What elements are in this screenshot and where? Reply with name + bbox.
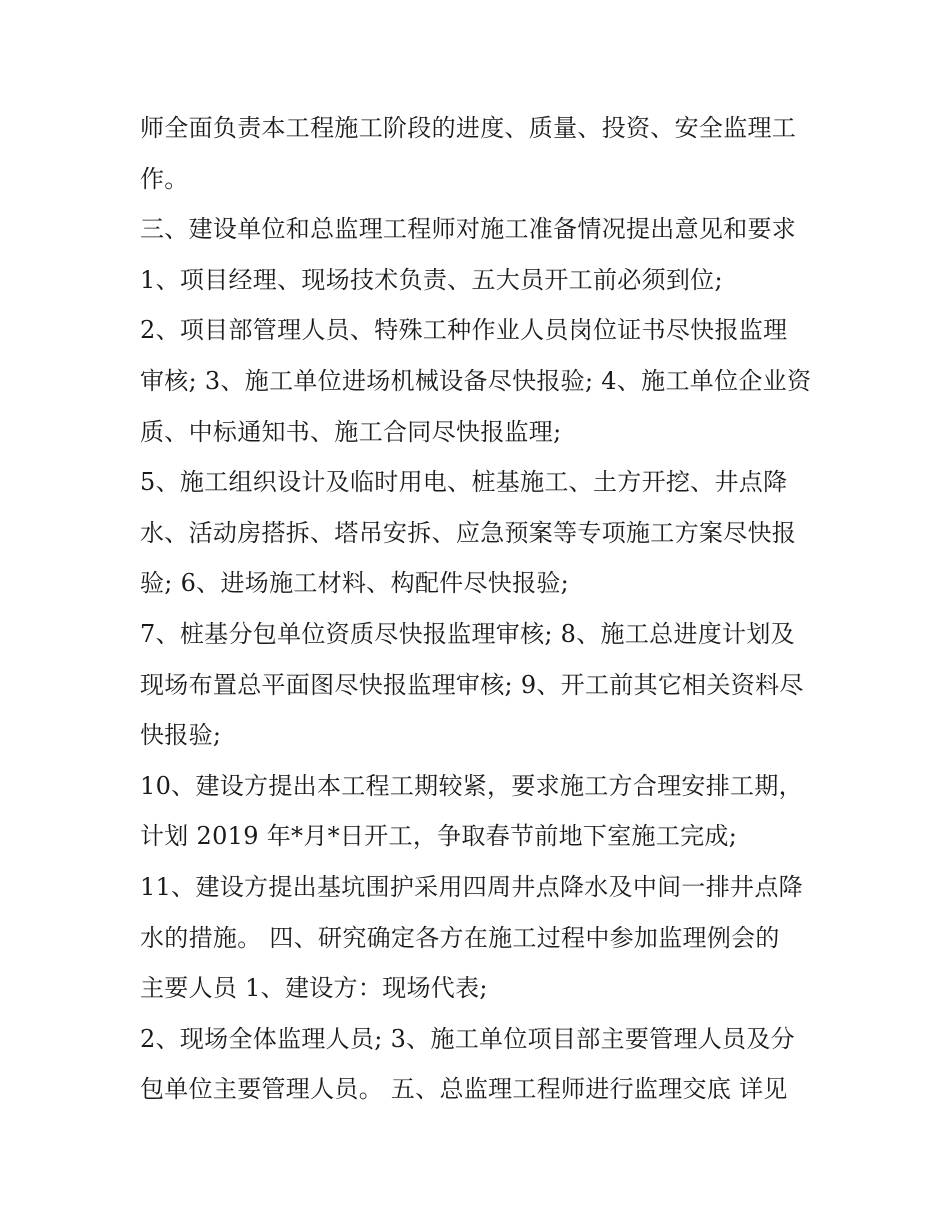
text-line: 2、现场全体监理人员; 3、施工单位项目部主要管理人员及分 [140, 1024, 795, 1053]
text-line: 验; 6、进场施工材料、构配件尽快报验; [140, 569, 570, 598]
text-line: 作。 [140, 164, 189, 193]
text-line: 审核; 3、施工单位进场机械设备尽快报验; 4、施工单位企业资 [140, 366, 812, 395]
text-line: 包单位主要管理人员。 五、总监理工程师进行监理交底 详见 [140, 1075, 788, 1104]
text-line: 水、活动房搭拆、塔吊安拆、应急预案等专项施工方案尽快报 [140, 518, 797, 547]
text-line: 主要人员 1、建设方：现场代表; [140, 974, 488, 1003]
text-line: 质、中标通知书、施工合同尽快报监理; [140, 417, 562, 446]
text-line: 7、桩基分包单位资质尽快报监理审核; 8、施工总进度计划及 [140, 619, 795, 648]
text-line: 10、建设方提出本工程工期较紧，要求施工方合理安排工期， [140, 771, 803, 800]
document-body [140, 103, 820, 1115]
section-heading-3: 三、建设单位和总监理工程师对施工准备情况提出意见和要求 [140, 215, 797, 244]
text-line: 1、项目经理、现场技术负责、五大员开工前必须到位; [140, 265, 723, 294]
text-line: 现场布置总平面图尽快报监理审核; 9、开工前其它相关资料尽 [140, 670, 804, 699]
text-line: 水的措施。 四、研究确定各方在施工过程中参加监理例会的 [140, 923, 780, 952]
text-line: 11、建设方提出基坑围护采用四周井点降水及中间一排井点降 [140, 872, 803, 901]
text-line: 师全面负责本工程施工阶段的进度、质量、投资、安全监理工 [140, 114, 797, 142]
text-line: 计划 2019 年*月*日开工，争取春节前地下室施工完成; [140, 822, 738, 851]
text-line: 快报验; [140, 721, 222, 750]
text-line: 2、项目部管理人员、特殊工种作业人员岗位证书尽快报监理 [140, 316, 788, 345]
text-line: 5、施工组织设计及临时用电、桩基施工、土方开挖、井点降 [140, 468, 788, 497]
